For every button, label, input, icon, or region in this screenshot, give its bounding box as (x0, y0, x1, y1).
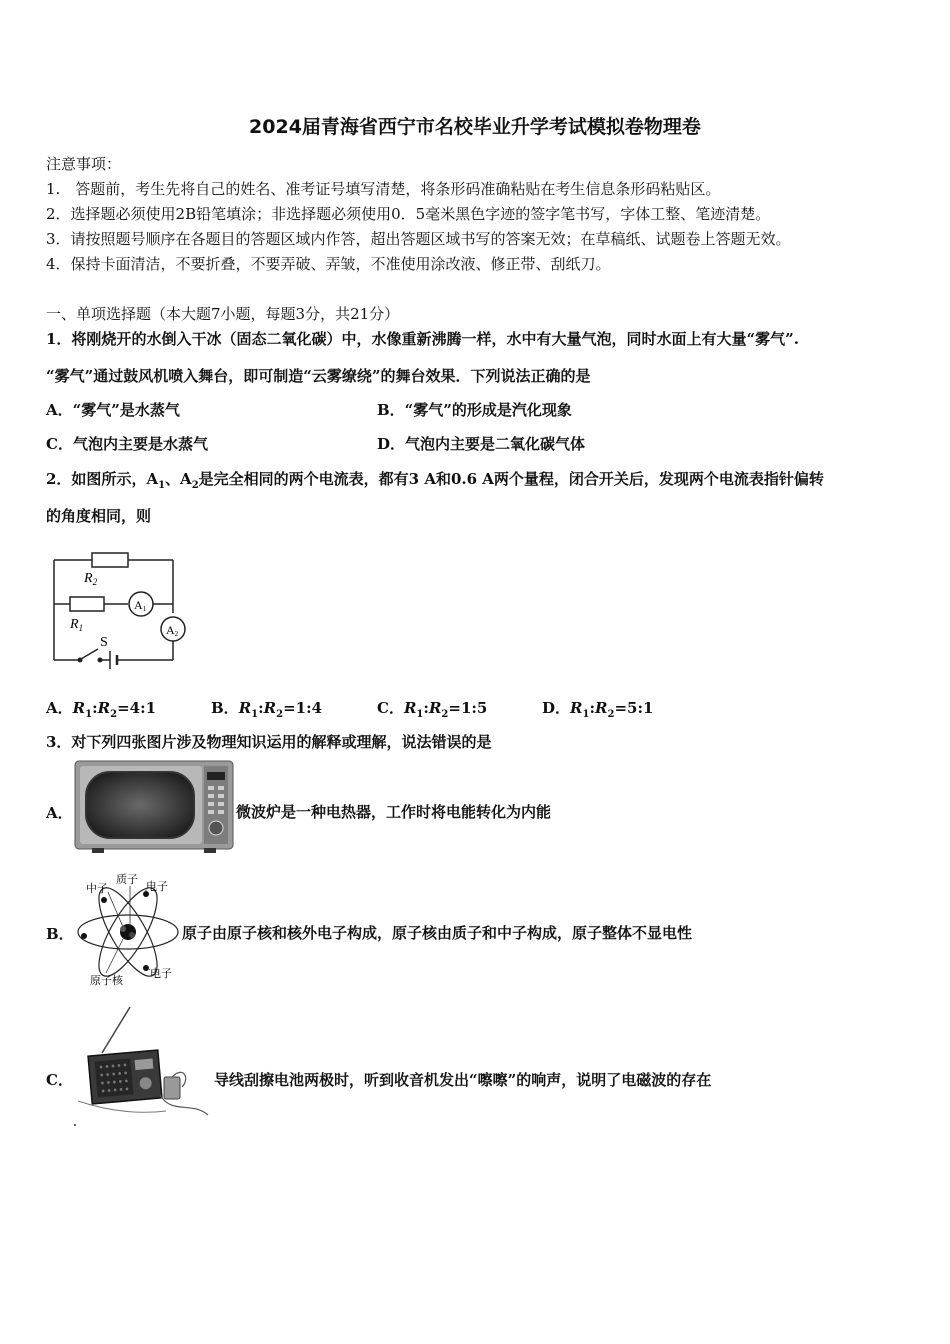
q2-option-a: A．$R_1:R_2=4:1$ (46, 699, 157, 720)
a2-label: A2 (166, 623, 179, 638)
resistor-r1 (70, 597, 104, 611)
q2-option-c: C．$R_1:R_2=1:5$ (377, 699, 488, 720)
radio-image (72, 1005, 212, 1127)
atom-label-neutron: 中子 (86, 883, 108, 895)
q3-stem: 3．对下列四张图片涉及物理知识运用的解释或理解，说法错误的是 (46, 733, 492, 751)
notice-heading: 注意事项： (46, 155, 122, 173)
circuit-diagram (48, 542, 198, 670)
a1-label: A1 (134, 598, 147, 613)
q3-option-a-label: A． (46, 804, 73, 822)
battery (164, 1077, 180, 1099)
electron-dot-1 (101, 897, 107, 903)
microwave-image (74, 760, 234, 854)
q3-option-a-text: 微波炉是一种电热器，工作时将电能转化为内能 (236, 803, 552, 821)
q1-option-b: B．“雾气”的形成是汽化现象 (377, 401, 572, 419)
page-title: 2024届青海省西宁市名校毕业升学考试模拟卷物理卷 (249, 116, 701, 138)
q1-option-c: C．气泡内主要是水蒸气 (46, 435, 208, 453)
q2-stem-line2: 的角度相同，则 (46, 507, 152, 525)
q3-option-c-text: 导线刮擦电池两极时，听到收音机发出“嚓嚓”的响声，说明了电磁波的存在 (214, 1071, 712, 1089)
section-heading: 一、单项选择题（本大题7小题，每题3分，共21分） (46, 305, 400, 323)
r1-label: $R_1$ (70, 617, 84, 633)
q1-option-d: D．气泡内主要是二氧化碳气体 (377, 435, 586, 453)
atom-image (76, 870, 184, 990)
atom-label-proton: 质子 (116, 874, 138, 886)
q2-stem-line1: 2．如图所示，$A_1$、$A_2$是完全相同的两个电流表，都有3 A和0.6 A两个量程，闭合开关后，发现两个电流表指针偏转 (46, 470, 824, 491)
notice-item-1: 1. 答题前，考生先将自己的姓名、准考证号填写清楚，将条形码准确粘贴在考生信息条形码粘贴区。 (46, 180, 721, 198)
switch-s (81, 649, 98, 659)
q1-stem-line2: “雾气”通过鼓风机喷入舞台，即可制造“云雾缭绕”的舞台效果．下列说法正确的是 (46, 367, 591, 385)
antenna (102, 1007, 130, 1053)
s-label: S (100, 635, 108, 650)
q2-option-b: B．$R_1:R_2=1:4$ (211, 699, 323, 720)
notice-item-4: 4．保持卡面清洁，不要折叠，不要弄破、弄皱，不准使用涂改液、修正带、刮纸刀。 (46, 255, 611, 273)
q3-option-c-label: C． (46, 1071, 73, 1089)
atom-label-electron-top: 电子 (146, 881, 168, 893)
notice-item-3: 3．请按照题号顺序在各题目的答题区域内作答，超出答题区域书写的答案无效；在草稿纸、试题卷上答题无效。 (46, 230, 791, 248)
q2-option-d: D．$R_1:R_2=5:1$ (542, 699, 654, 720)
r2-label: $R_2$ (84, 571, 98, 587)
atom-label-electron-bottom: 电子 (150, 968, 172, 980)
wire-3 (78, 1101, 166, 1112)
electron-dot-4 (81, 933, 87, 939)
q1-option-a: A．“雾气”是水蒸气 (46, 401, 180, 419)
notice-item-2: 2．选择题必须使用2B铅笔填涂；非选择题必须使用0．5毫米黑色字迹的签字笔书写，字体工整、笔迹清楚。 (46, 205, 771, 223)
atom-label-nucleus: 原子核 (90, 975, 123, 987)
q1-stem-line1: 1．将刚烧开的水倒入干冰（固态二氧化碳）中，水像重新沸腾一样，水中有大量气泡，同时水面上有大量“雾气”. (46, 330, 799, 348)
q3-option-b-text: 原子由原子核和核外电子构成，原子核由质子和中子构成，原子整体不显电性 (182, 924, 693, 942)
resistor-r2 (92, 553, 128, 567)
q3-option-b-label: B． (46, 925, 74, 943)
